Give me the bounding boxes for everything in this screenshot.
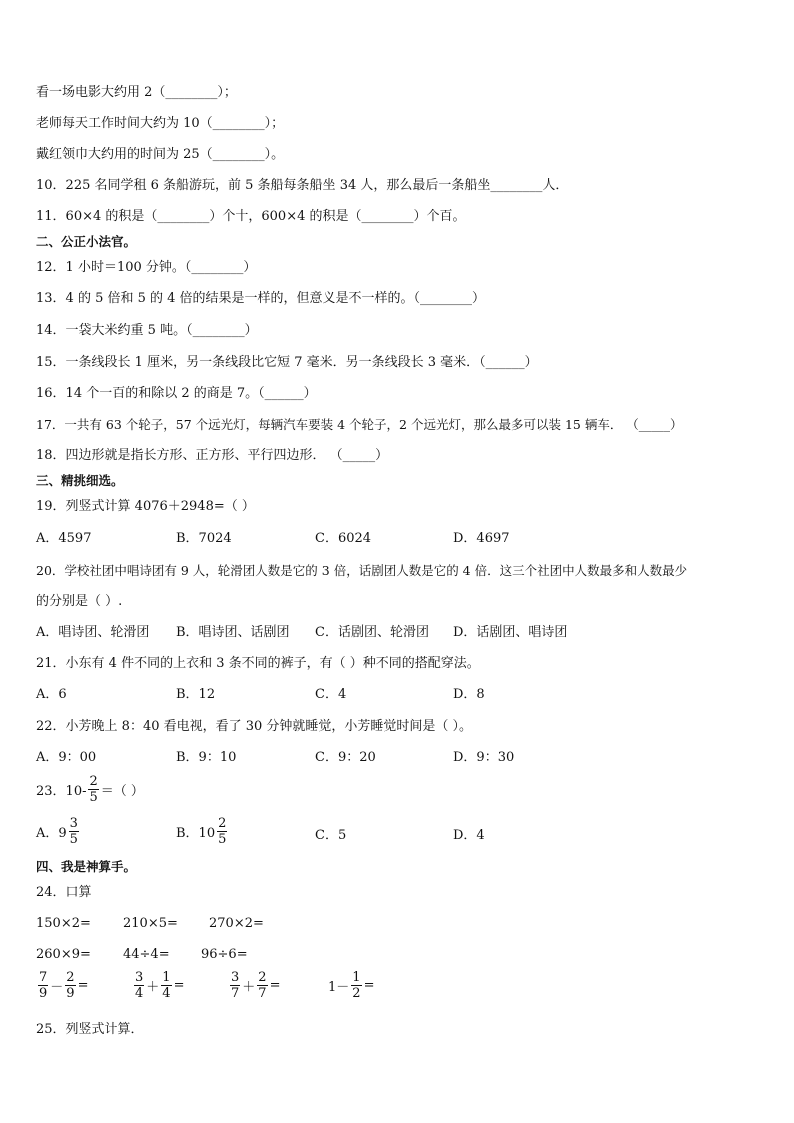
- q23-prefix: 23．10-: [36, 784, 87, 799]
- question-20-line1: 20．学校社团中唱诗团有 9 人，轮滑团人数是它的 3 倍，话剧团人数是它的 4 倍．这三个社团中人数最多和人数最少: [36, 563, 688, 578]
- question-22: 22．小芳晚上 8：40 看电视，看了 30 分钟就睡觉，小芳睡觉时间是（ ）。: [36, 719, 473, 734]
- question-23: [36, 774, 144, 805]
- q19-option-c[interactable]: C．6024: [315, 531, 372, 546]
- q23-option-c[interactable]: C．5: [315, 828, 347, 843]
- q23-option-d[interactable]: D．4: [453, 828, 485, 843]
- q22-option-d[interactable]: D．9：30: [453, 750, 515, 765]
- question-14: 14．一袋大米约重 5 吨。（________）: [36, 323, 258, 338]
- q23-frac-num: 2: [89, 774, 98, 789]
- q19-option-b[interactable]: B．7024: [176, 531, 232, 546]
- section-heading-4: 四、我是神算手。: [36, 859, 137, 874]
- fraction-calc-4: 1－ $\frac{1}{2}$ =: [328, 970, 375, 1001]
- question-20-line2: 的分别是（ ）.: [36, 594, 123, 609]
- question-16: 16．14 个一百的和除以 2 的商是 7。（______）: [36, 386, 317, 401]
- question-10: 10．225 名同学租 6 条船游玩，前 5 条船每条船坐 34 人，那么最后一条船坐________人．: [36, 178, 569, 193]
- question-17: 17．一共有 63 个轮子，57 个远光灯，每辆汽车要装 4 个轮子，2 个远光灯，那么最多可以装 15 辆车． （_____）: [36, 417, 683, 432]
- oral-calc-5: 44÷4=: [123, 947, 170, 962]
- q23-suffix: ＝（ ）: [100, 784, 144, 799]
- oral-calc-6: 96÷6=: [201, 947, 248, 962]
- oral-calc-4: 260×9=: [36, 947, 91, 962]
- q19-option-d[interactable]: D．4697: [453, 531, 510, 546]
- fraction-calc-3: 3 7 ＋ $\frac{2}{7}$ =: [231, 970, 281, 1001]
- question-18: 18．四边形就是指长方形、正方形、平行四边形． （_____）: [36, 448, 389, 463]
- q23-fraction: [88, 774, 98, 805]
- question-11: 11．60×4 的积是（________）个十，600×4 的积是（________）个百。: [36, 209, 466, 224]
- q21-option-b[interactable]: B．12: [176, 687, 216, 702]
- q20-option-c[interactable]: C．话剧团、轮滑团: [315, 625, 429, 640]
- q23-option-a[interactable]: A．9 3 5: [36, 816, 78, 847]
- fraction-calc-2: 3 4 ＋ $\frac{1}{4}$ =: [135, 970, 185, 1001]
- q19-option-a[interactable]: A．4597: [36, 531, 92, 546]
- q22-option-b[interactable]: B．9：10: [176, 750, 237, 765]
- q20-option-b[interactable]: B．唱诗团、话剧团: [176, 625, 290, 640]
- section-heading-3: 三、精挑细选。: [36, 473, 124, 488]
- q22-option-c[interactable]: C．9：20: [315, 750, 376, 765]
- oral-calc-3: 270×2=: [209, 916, 264, 931]
- question-21: 21．小东有 4 件不同的上衣和 3 条不同的裤子，有（ ）种不同的搭配穿法。: [36, 656, 480, 671]
- q23-option-a-fraction: 3 5: [69, 816, 78, 847]
- oral-calc-2: 210×5=: [123, 916, 178, 931]
- q20-option-d[interactable]: D．话剧团、唱诗团: [453, 625, 568, 640]
- section-heading-2: 二、公正小法官。: [36, 234, 137, 249]
- question-13: 13．4 的 5 倍和 5 的 4 倍的结果是一样的，但意义是不一样的。（________）: [36, 291, 486, 306]
- q23-option-b-fraction: 2 5: [218, 816, 227, 847]
- question-25: 25．列竖式计算．: [36, 1022, 144, 1037]
- question-15: 15．一条线段长 1 厘米，另一条线段比它短 7 毫米．另一条线段长 3 毫米．（______）: [36, 355, 538, 370]
- line-movie: 看一场电影大约用 2（________）；: [36, 85, 237, 100]
- fraction-calc-1: 7 9 － $\frac{2}{9}$ =: [39, 970, 89, 1001]
- q21-option-a[interactable]: A．6: [36, 687, 67, 702]
- line-teacher: 老师每天工作时间大约为 10（________）；: [36, 116, 285, 131]
- oral-calc-1: 150×2=: [36, 916, 91, 931]
- q21-option-c[interactable]: C．4: [315, 687, 347, 702]
- q23-frac-den: 5: [89, 790, 98, 805]
- question-19: 19．列竖式计算 4076＋2948=（ ）: [36, 499, 255, 514]
- line-scarf: 戴红领巾大约用的时间为 25（________）。: [36, 147, 285, 162]
- q21-option-d[interactable]: D．8: [453, 687, 485, 702]
- question-12: 12．1 小时＝100 分钟。（________）: [36, 260, 257, 275]
- q20-option-a[interactable]: A．唱诗团、轮滑团: [36, 625, 150, 640]
- q23-option-b[interactable]: B．10 2 5: [176, 816, 227, 847]
- question-24: 24．口算: [36, 885, 92, 900]
- q22-option-a[interactable]: A．9：00: [36, 750, 97, 765]
